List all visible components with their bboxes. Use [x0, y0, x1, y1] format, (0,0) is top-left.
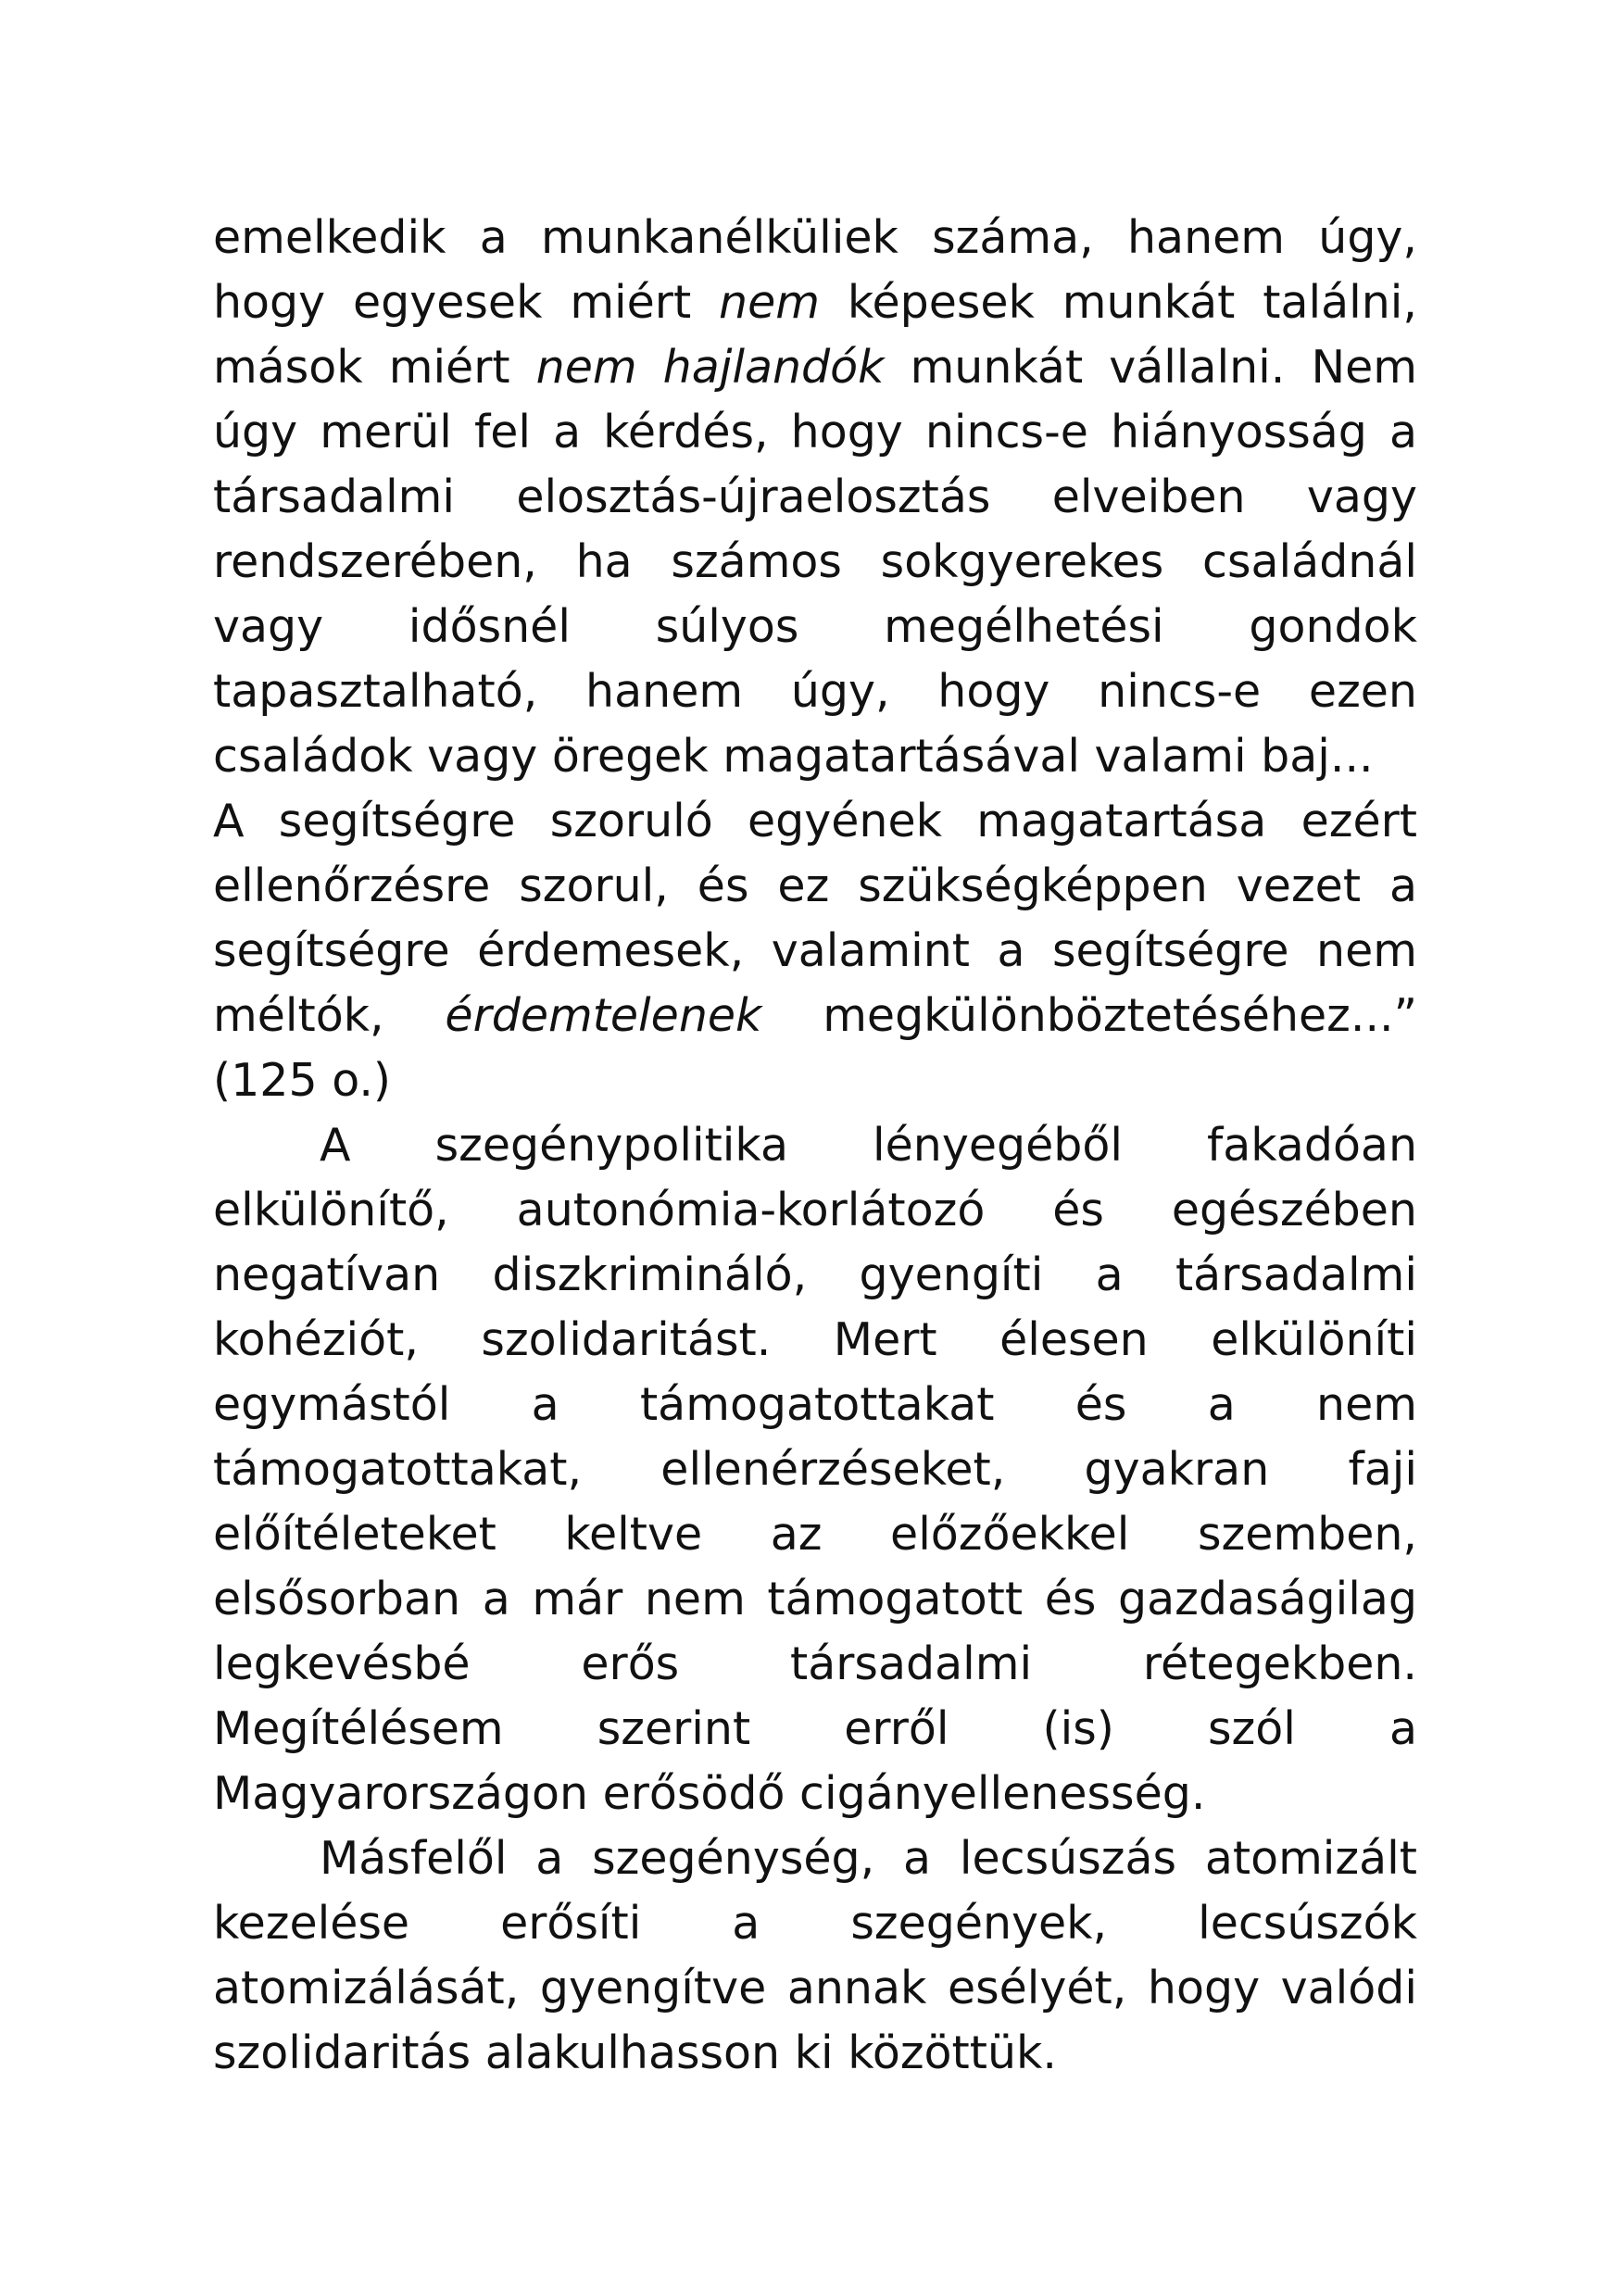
italic-text: nem [719, 276, 820, 329]
text-segment: emelkedik a munkanélküliek száma, hanem úgy, [213, 211, 1417, 264]
text-line [213, 1567, 1417, 1632]
text-line [213, 789, 1417, 854]
text-segment: munkát vállalni. Nem [884, 341, 1417, 394]
text-segment: rendszerében, ha számos sokgyerekes családnál [213, 535, 1417, 588]
text-line [213, 919, 1417, 984]
text-segment: segítségre érdemesek, valamint a segítségre nem [213, 924, 1417, 977]
text-segment: A szegénypolitika lényegéből fakadóan [320, 1119, 1417, 1172]
text-segment: mások miért [213, 341, 536, 394]
text-segment: vagy idősnél súlyos megélhetési gondok [213, 600, 1417, 653]
text-line [213, 854, 1417, 919]
text-segment: tapasztalható, hanem úgy, hogy nincs-e ezen [213, 665, 1417, 718]
text-line [213, 1308, 1417, 1373]
text-segment: támogatottakat, ellenérzéseket, gyakran faji [213, 1443, 1417, 1496]
text-segment: ellenőrzésre szorul, és ez szükségképpen vezet a [213, 859, 1417, 912]
text-segment: előítéleteket keltve az előzőekkel szemben, [213, 1508, 1417, 1561]
text-segment: negatívan diszkrimináló, gyengíti a társadalmi [213, 1248, 1417, 1301]
italic-text: nem hajlandók [535, 341, 885, 394]
text-segment: hogy egyesek miért [213, 276, 720, 329]
text-line [213, 1697, 1417, 1762]
text-segment: egymástól a támogatottakat és a nem [213, 1378, 1417, 1431]
italic-text: érdemtelenek [445, 989, 762, 1042]
text-line [213, 465, 1417, 530]
text-line [213, 724, 1417, 789]
text-segment: atomizálását, gyengítve annak esélyét, hogy valódi [213, 1962, 1417, 2014]
text-segment: társadalmi elosztás-újraelosztás elveiben vagy [213, 470, 1417, 523]
text-segment: elsősorban a már nem támogatott és gazdaságilag [213, 1573, 1417, 1625]
text-segment: családok vagy öregek magatartásával valami baj... [213, 730, 1374, 783]
text-segment: szolidaritás alakulhasson ki közöttük. [213, 2026, 1057, 2079]
text-line [213, 1243, 1417, 1308]
text-segment: Megítélésem szerint erről (is) szól a [213, 1702, 1417, 1755]
text-line [213, 206, 1417, 270]
text-line [213, 530, 1417, 595]
text-segment: elkülönítő, autonómia-korlátozó és egészében [213, 1184, 1417, 1236]
text-segment: megkülönböztetéséhez...” [761, 989, 1417, 1042]
text-segment: Másfelől a szegénység, a lecsúszás atomizált [320, 1832, 1417, 1885]
text-segment: méltók, [213, 989, 446, 1042]
body-text [213, 206, 1417, 2086]
text-line [213, 1373, 1417, 1437]
text-line [213, 270, 1417, 335]
text-line [213, 1891, 1417, 1956]
text-line [213, 1048, 1417, 1113]
text-line [213, 595, 1417, 659]
text-segment: képesek munkát találni, [819, 276, 1417, 329]
text-segment: (125 o.) [213, 1054, 392, 1107]
text-segment: A segítségre szoruló egyének magatartása ezért [213, 795, 1417, 847]
text-line [213, 1437, 1417, 1502]
text-line [213, 1632, 1417, 1697]
text-segment: kezelése erősíti a szegények, lecsúszók [213, 1897, 1417, 1950]
text-line [213, 335, 1417, 400]
text-line [213, 2021, 1417, 2086]
text-segment: Magyarországon erősödő cigányellenesség. [213, 1767, 1206, 1820]
text-line [213, 1502, 1417, 1567]
text-line [213, 1826, 1417, 1891]
text-line [213, 400, 1417, 465]
text-segment: úgy merül fel a kérdés, hogy nincs-e hiányosság a [213, 406, 1417, 458]
text-segment: kohéziót, szolidaritást. Mert élesen elkülöníti [213, 1313, 1417, 1366]
text-segment: legkevésbé erős társadalmi rétegekben. [213, 1637, 1417, 1690]
text-line [213, 1762, 1417, 1826]
text-line [213, 659, 1417, 724]
text-line [213, 1956, 1417, 2021]
text-line [213, 984, 1417, 1048]
text-line [213, 1178, 1417, 1243]
text-line [213, 1113, 1417, 1178]
